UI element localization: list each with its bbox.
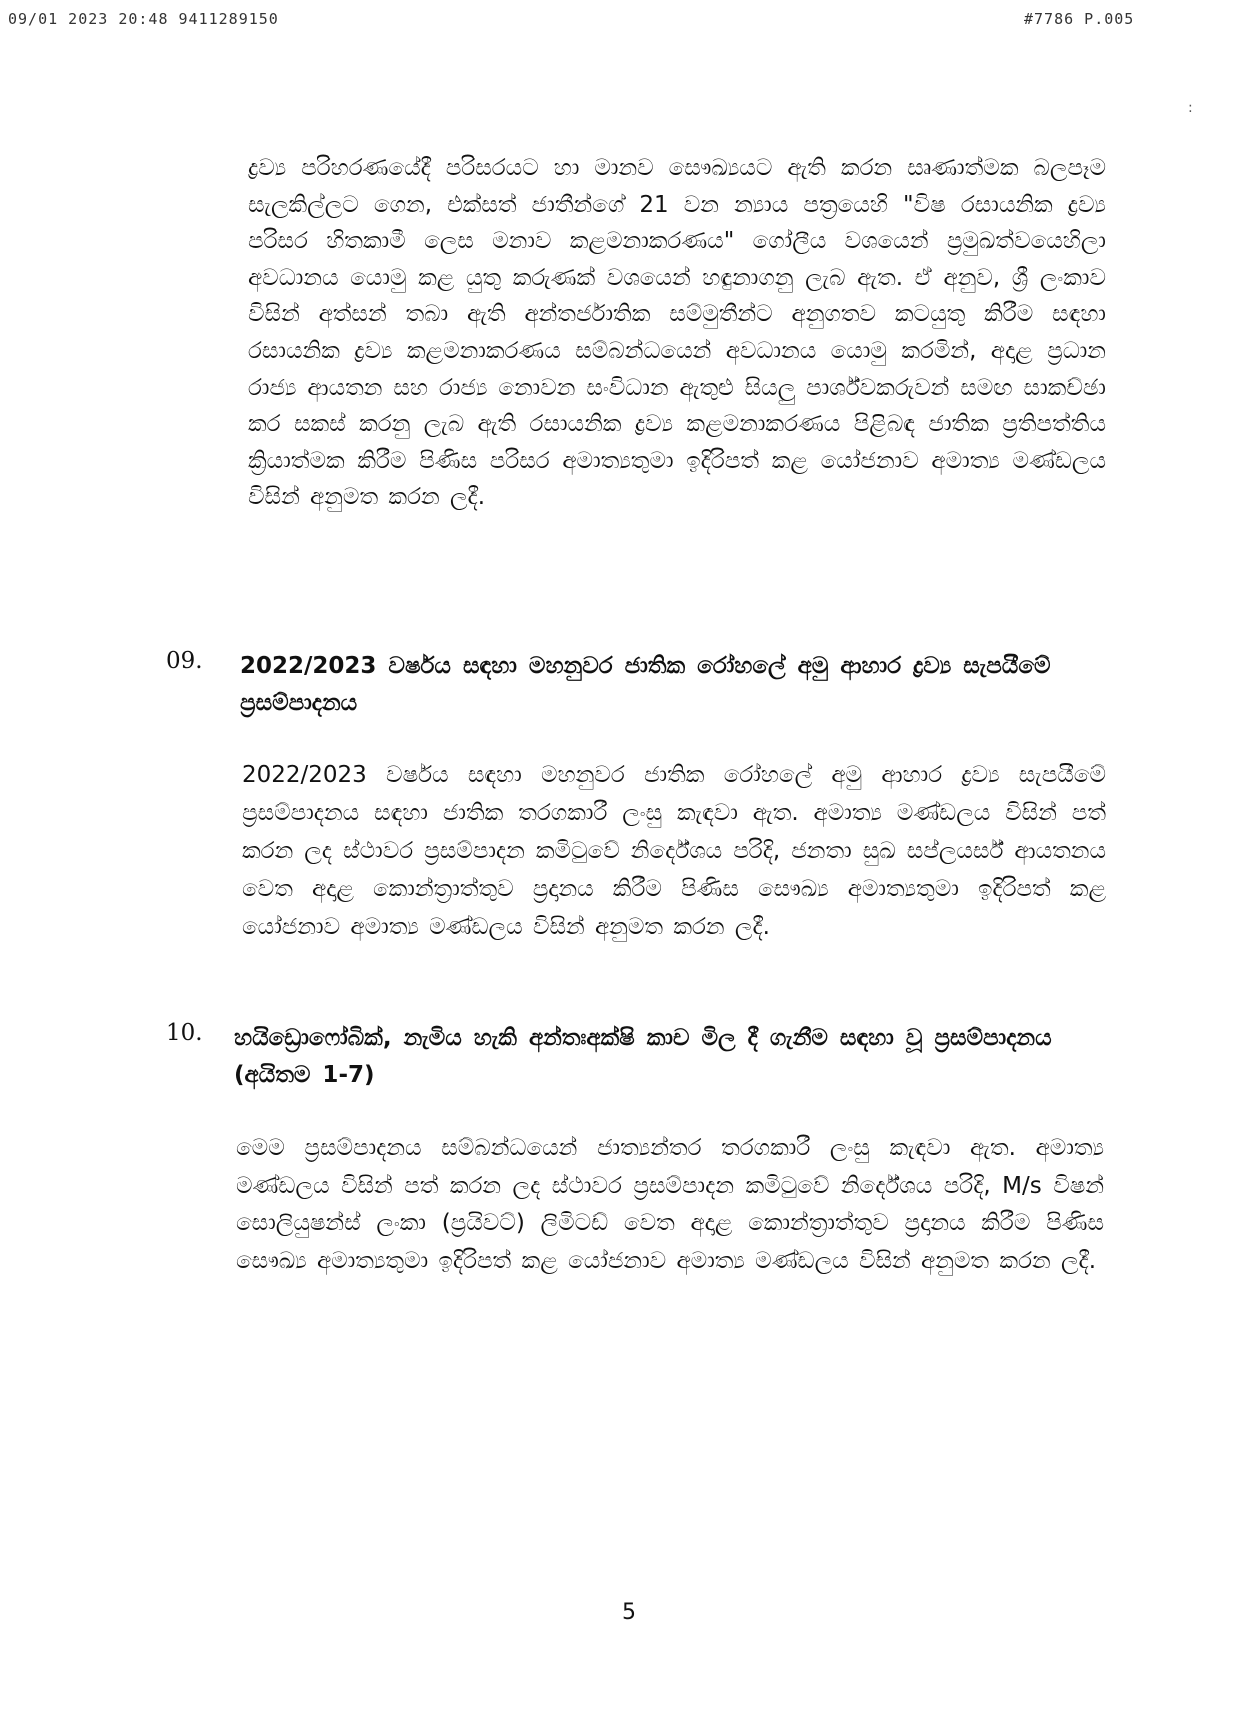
fax-header-page-ref: #7786 P.005 [1024, 10, 1135, 28]
section-title: 2022/2023 වර්ෂය සඳහා මහනුවර ජාතික රෝහලේ අමු ආහාර ද්‍රව්‍ය සැපයීමේ ප්‍රසම්පාදනය [240, 653, 1051, 716]
page-number: 5 [622, 1600, 636, 1625]
fax-header-datetime-number: 09/01 2023 20:48 9411289150 [8, 10, 279, 28]
section-title: හයිඩ්‍රොෆෝබික්, නැමිය හැකි අන්තඃඅක්ෂි කාච මිල දී ගැනීම සඳහා වූ ප්‍රසම්පාදනය (අයිතම 1-7) [234, 1025, 1052, 1088]
section-10-body: මෙම ප්‍රසම්පාදනය සම්බන්ධයෙන් ජාත්‍යන්තර තරගකාරී ලංසු කැඳවා ඇත. අමාත්‍ය මණ්ඩලය විසින් පත් කරන ලද ස්ථාවර ප්‍රසම්පාදන කමිටුවේ නිර්දේශය පරිදි, M/s විෂන් සොලියුෂන්ස් ලංකා (ප්‍රයිවට්) ලිමිටඩ් වෙත අදාළ කොන්ත්‍රාත්තුව ප්‍රදානය කිරීම පිණිස සෞඛ්‍ය අමාත්‍යතුමා ඉදිරිපත් කළ යෝජනාව අමාත්‍ය මණ්ඩලය විසින් අනුමත කරන ලදී. [236, 1135, 1104, 1274]
section-number: 10. [166, 1020, 203, 1046]
intro-paragraph: ද්‍රව්‍ය පරිහරණයේදී පරිසරයට හා මානව සෞඛ්‍යයට ඇති කරන සෘණාත්මක බලපෑම සැලකිල්ලට ගෙන, එක්සත් ජාතීන්ගේ 21 වන න්‍යාය පත්‍රයෙහි "විෂ රසායනික ද්‍රව්‍ය පරිසර හිතකාමී ලෙස මනාව කළමනාකරණය" ගෝලීය වශයෙන් ප්‍රමුඛත්වයෙහිලා අවධානය යොමු කළ යුතු කරුණක් වශයෙන් හඳුනාගනු ලැබ ඇත. ඒ අනුව, ශ්‍රී ලංකාව විසින් අත්සන් තබා ඇති අන්තර්ජාතික සම්මුතීන්ට අනුගතව කටයුතු කිරීම සඳහා රසායනික ද්‍රව්‍ය කළමනාකරණය සම්බන්ධයෙන් අවධානය යොමු කරමින්, අදාළ ප්‍රධාන රාජ්‍ය ආයතන සහ රාජ්‍ය නොවන සංවිධාන ඇතුළු සියලු පාර්ශ්වකරුවන් සමඟ සාකච්ඡා කර සකස් කරනු ලැබ ඇති රසායනික ද්‍රව්‍ය කළමනාකරණය පිළිබඳ ජාතික ප්‍රතිපත්තිය ක්‍රියාත්මක කිරීම පිණිස පරිසර අමාත්‍යතුමා ඉදිරිපත් කළ යෝජනාව අමාත්‍ය මණ්ඩලය විසින් අනුමත කරන ලදී. [248, 155, 1106, 511]
fax-header [0, 10, 1238, 34]
stray-mark: : [1188, 100, 1193, 116]
section-09-body: 2022/2023 වර්ෂය සඳහා මහනුවර ජාතික රෝහලේ අමු ආහාර ද්‍රව්‍ය සැපයීමේ ප්‍රසම්පාදනය සඳහා ජාතික තරගකාරී ලංසු කැඳවා ඇත. අමාත්‍ය මණ්ඩලය විසින් පත් කරන ලද ස්ථාවර ප්‍රසම්පාදන කමිටුවේ නිර්දේශය පරිදි, ජනතා සුඛ සප්ලයර්ස් ආයතනය වෙත අදාළ කොන්ත්‍රාත්තුව ප්‍රදානය කිරීම පිණිස සෞඛ්‍ය අමාත්‍යතුමා ඉදිරිපත් කළ යෝජනාව අමාත්‍ය මණ්ඩලය විසින් අනුමත කරන ලදී. [242, 762, 1106, 940]
section-number: 09. [166, 648, 203, 674]
